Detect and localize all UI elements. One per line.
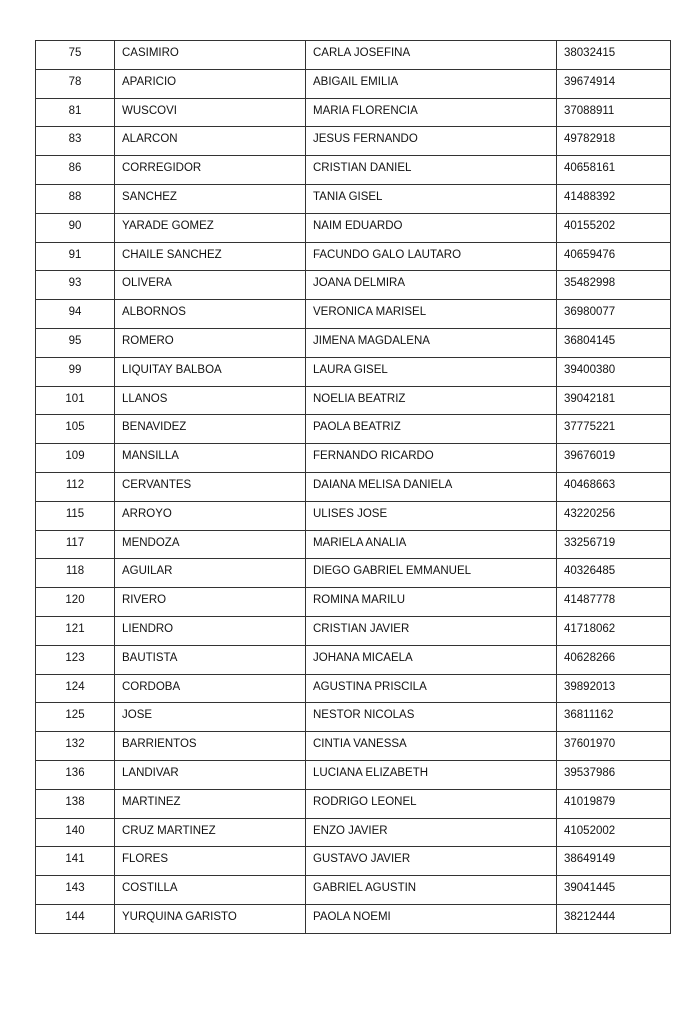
given-names-cell: DAIANA MELISA DANIELA <box>306 472 557 501</box>
table-row <box>36 530 671 559</box>
row-number-cell: 132 <box>36 732 115 761</box>
given-names-cell: CRISTIAN JAVIER <box>306 616 557 645</box>
row-number-cell: 143 <box>36 876 115 905</box>
surname-cell: BAUTISTA <box>115 645 306 674</box>
document-number-cell: 37775221 <box>557 415 671 444</box>
table-row <box>36 645 671 674</box>
given-names-cell: MARIA FLORENCIA <box>306 98 557 127</box>
row-number-cell: 141 <box>36 847 115 876</box>
document-number-cell: 36811162 <box>557 703 671 732</box>
document-number-cell: 35482998 <box>557 271 671 300</box>
row-number-cell: 95 <box>36 328 115 357</box>
table-row <box>36 300 671 329</box>
table-row <box>36 789 671 818</box>
surname-cell: ROMERO <box>115 328 306 357</box>
document-number-cell: 49782918 <box>557 127 671 156</box>
given-names-cell: GUSTAVO JAVIER <box>306 847 557 876</box>
document-number-cell: 41488392 <box>557 184 671 213</box>
surname-cell: APARICIO <box>115 69 306 98</box>
row-number-cell: 112 <box>36 472 115 501</box>
row-number-cell: 88 <box>36 184 115 213</box>
document-number-cell: 41052002 <box>557 818 671 847</box>
surname-cell: CORREGIDOR <box>115 156 306 185</box>
given-names-cell: ENZO JAVIER <box>306 818 557 847</box>
row-number-cell: 138 <box>36 789 115 818</box>
given-names-cell: ABIGAIL EMILIA <box>306 69 557 98</box>
given-names-cell: JOANA DELMIRA <box>306 271 557 300</box>
document-number-cell: 39042181 <box>557 386 671 415</box>
surname-cell: OLIVERA <box>115 271 306 300</box>
surname-cell: MENDOZA <box>115 530 306 559</box>
row-number-cell: 90 <box>36 213 115 242</box>
document-number-cell: 39674914 <box>557 69 671 98</box>
table-row <box>36 357 671 386</box>
surname-cell: CASIMIRO <box>115 41 306 70</box>
document-number-cell: 41487778 <box>557 588 671 617</box>
given-names-cell: CRISTIAN DANIEL <box>306 156 557 185</box>
table-row <box>36 904 671 933</box>
table-row <box>36 444 671 473</box>
row-number-cell: 115 <box>36 501 115 530</box>
row-number-cell: 75 <box>36 41 115 70</box>
given-names-cell: PAOLA BEATRIZ <box>306 415 557 444</box>
row-number-cell: 101 <box>36 386 115 415</box>
row-number-cell: 78 <box>36 69 115 98</box>
table-row <box>36 98 671 127</box>
document-number-cell: 43220256 <box>557 501 671 530</box>
surname-cell: AGUILAR <box>115 559 306 588</box>
surname-cell: CHAILE SANCHEZ <box>115 242 306 271</box>
table-row <box>36 127 671 156</box>
given-names-cell: ULISES JOSE <box>306 501 557 530</box>
table-row <box>36 876 671 905</box>
row-number-cell: 121 <box>36 616 115 645</box>
surname-cell: CRUZ MARTINEZ <box>115 818 306 847</box>
table-row <box>36 242 671 271</box>
document-number-cell: 38212444 <box>557 904 671 933</box>
table-row <box>36 760 671 789</box>
document-number-cell: 40326485 <box>557 559 671 588</box>
row-number-cell: 118 <box>36 559 115 588</box>
table-row <box>36 559 671 588</box>
table-row <box>36 386 671 415</box>
surname-cell: YURQUINA GARISTO <box>115 904 306 933</box>
document-number-cell: 40658161 <box>557 156 671 185</box>
document-number-cell: 40659476 <box>557 242 671 271</box>
document-number-cell: 39041445 <box>557 876 671 905</box>
row-number-cell: 109 <box>36 444 115 473</box>
table-row <box>36 184 671 213</box>
table-row <box>36 156 671 185</box>
table-row <box>36 69 671 98</box>
document-number-cell: 36980077 <box>557 300 671 329</box>
surname-cell: SANCHEZ <box>115 184 306 213</box>
given-names-cell: FACUNDO GALO LAUTARO <box>306 242 557 271</box>
document-number-cell: 36804145 <box>557 328 671 357</box>
given-names-cell: PAOLA NOEMI <box>306 904 557 933</box>
document-number-cell: 38649149 <box>557 847 671 876</box>
document-number-cell: 33256719 <box>557 530 671 559</box>
surname-cell: YARADE GOMEZ <box>115 213 306 242</box>
table-row <box>36 501 671 530</box>
given-names-cell: VERONICA MARISEL <box>306 300 557 329</box>
given-names-cell: JOHANA MICAELA <box>306 645 557 674</box>
given-names-cell: NESTOR NICOLAS <box>306 703 557 732</box>
given-names-cell: AGUSTINA PRISCILA <box>306 674 557 703</box>
table-row <box>36 674 671 703</box>
document-number-cell: 40468663 <box>557 472 671 501</box>
given-names-cell: CARLA JOSEFINA <box>306 41 557 70</box>
surname-cell: RIVERO <box>115 588 306 617</box>
surname-cell: WUSCOVI <box>115 98 306 127</box>
surname-cell: BENAVIDEZ <box>115 415 306 444</box>
row-number-cell: 125 <box>36 703 115 732</box>
surname-cell: LLANOS <box>115 386 306 415</box>
row-number-cell: 136 <box>36 760 115 789</box>
table-row <box>36 41 671 70</box>
surname-cell: MANSILLA <box>115 444 306 473</box>
document-number-cell: 39537986 <box>557 760 671 789</box>
row-number-cell: 123 <box>36 645 115 674</box>
document-number-cell: 39892013 <box>557 674 671 703</box>
surname-cell: ALBORNOS <box>115 300 306 329</box>
surname-cell: LIQUITAY BALBOA <box>115 357 306 386</box>
document-number-cell: 40155202 <box>557 213 671 242</box>
document-number-cell: 38032415 <box>557 41 671 70</box>
row-number-cell: 117 <box>36 530 115 559</box>
given-names-cell: LAURA GISEL <box>306 357 557 386</box>
table-row <box>36 415 671 444</box>
table-row <box>36 271 671 300</box>
row-number-cell: 91 <box>36 242 115 271</box>
document-number-cell: 39400380 <box>557 357 671 386</box>
given-names-cell: CINTIA VANESSA <box>306 732 557 761</box>
surname-cell: CERVANTES <box>115 472 306 501</box>
document-number-cell: 39676019 <box>557 444 671 473</box>
table-row <box>36 847 671 876</box>
document-number-cell: 37088911 <box>557 98 671 127</box>
given-names-cell: DIEGO GABRIEL EMMANUEL <box>306 559 557 588</box>
table-row <box>36 328 671 357</box>
given-names-cell: MARIELA ANALIA <box>306 530 557 559</box>
row-number-cell: 81 <box>36 98 115 127</box>
document-number-cell: 41718062 <box>557 616 671 645</box>
row-number-cell: 83 <box>36 127 115 156</box>
surname-cell: MARTINEZ <box>115 789 306 818</box>
surname-cell: JOSE <box>115 703 306 732</box>
table-row <box>36 732 671 761</box>
row-number-cell: 99 <box>36 357 115 386</box>
row-number-cell: 105 <box>36 415 115 444</box>
surname-cell: LIENDRO <box>115 616 306 645</box>
given-names-cell: JIMENA MAGDALENA <box>306 328 557 357</box>
given-names-cell: ROMINA MARILU <box>306 588 557 617</box>
table-row <box>36 616 671 645</box>
document-number-cell: 41019879 <box>557 789 671 818</box>
surname-cell: COSTILLA <box>115 876 306 905</box>
given-names-cell: JESUS FERNANDO <box>306 127 557 156</box>
row-number-cell: 140 <box>36 818 115 847</box>
roster-table-body <box>36 41 671 934</box>
surname-cell: ARROYO <box>115 501 306 530</box>
table-row <box>36 588 671 617</box>
given-names-cell: LUCIANA ELIZABETH <box>306 760 557 789</box>
table-row <box>36 703 671 732</box>
row-number-cell: 124 <box>36 674 115 703</box>
surname-cell: FLORES <box>115 847 306 876</box>
given-names-cell: NAIM EDUARDO <box>306 213 557 242</box>
given-names-cell: FERNANDO RICARDO <box>306 444 557 473</box>
table-row <box>36 818 671 847</box>
surname-cell: ALARCON <box>115 127 306 156</box>
surname-cell: CORDOBA <box>115 674 306 703</box>
table-row <box>36 213 671 242</box>
surname-cell: BARRIENTOS <box>115 732 306 761</box>
document-number-cell: 37601970 <box>557 732 671 761</box>
roster-table <box>35 40 671 934</box>
surname-cell: LANDIVAR <box>115 760 306 789</box>
row-number-cell: 94 <box>36 300 115 329</box>
row-number-cell: 144 <box>36 904 115 933</box>
row-number-cell: 86 <box>36 156 115 185</box>
table-row <box>36 472 671 501</box>
document-number-cell: 40628266 <box>557 645 671 674</box>
given-names-cell: NOELIA BEATRIZ <box>306 386 557 415</box>
given-names-cell: GABRIEL AGUSTIN <box>306 876 557 905</box>
given-names-cell: RODRIGO LEONEL <box>306 789 557 818</box>
row-number-cell: 120 <box>36 588 115 617</box>
row-number-cell: 93 <box>36 271 115 300</box>
given-names-cell: TANIA GISEL <box>306 184 557 213</box>
